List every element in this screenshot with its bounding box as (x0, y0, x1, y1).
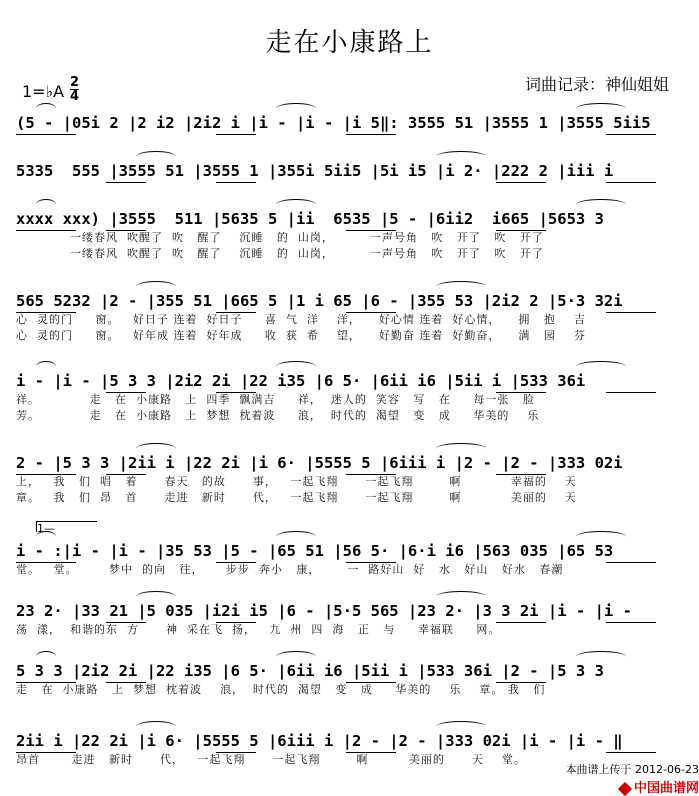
slur-mark (136, 721, 176, 732)
beam-underline (496, 392, 546, 393)
notation-line: (5 - |05i 2 |2 i2 |2i2 i |i - |i - |i 5‖: 3555 51 |3555 1 |3555 5ii5 (16, 112, 686, 134)
lyric-line: 一缕春风 吹醒了 吹 醒了 沉睡 的 山岗， 一声号角 吹 开了 吹 开了 (16, 231, 544, 244)
lyric-line: 上， 我 们 唱 着 春天 的故 事， 一起飞翔 一起飞翔 啊 幸福的 天 (16, 475, 577, 488)
slur-mark (36, 103, 56, 114)
slur-mark (36, 651, 56, 662)
time-signature (70, 76, 79, 103)
score-row (16, 600, 686, 638)
beam-underline (606, 562, 656, 563)
beam-underline (16, 562, 76, 563)
beam-underline (216, 134, 256, 135)
beam-underline (496, 230, 546, 231)
beam-underline (496, 682, 546, 683)
beam-underline (216, 312, 256, 313)
slur-mark (276, 361, 316, 372)
beam-underline (216, 182, 256, 183)
time-signature-top: 2 (70, 75, 80, 90)
first-ending-bracket (36, 521, 97, 535)
notation-line: 565 5232 |2 - |355 51 |665 5 |1 i 65 |6 - |355 53 |2i2 2 |5·3 32i (16, 290, 686, 312)
beam-underline (216, 622, 256, 623)
slur-mark (136, 151, 176, 162)
slur-mark (276, 103, 316, 114)
time-signature-bottom: 4 (70, 89, 80, 104)
beam-underline (16, 752, 76, 753)
beam-underline (346, 474, 396, 475)
notation-line: 23 2· |33 21 |5 035 |i2i i5 |6 - |5·5 565 |23 2· |3 3 2i |i - |i - (16, 600, 686, 622)
slur-mark (436, 591, 486, 602)
beam-underline (16, 474, 76, 475)
beam-underline (346, 682, 396, 683)
beam-underline (496, 474, 546, 475)
notation-line: 2ii i |22 2i |i 6· |5555 5 |6iii i |2 - |2 - |333 02i |i - |i - ‖ (16, 730, 686, 752)
slur-mark (436, 721, 486, 732)
beam-underline (606, 392, 656, 393)
beam-underline (606, 312, 656, 313)
upload-date: 本曲谱上传于 2012-06-23 (565, 763, 699, 776)
beam-underline (106, 182, 146, 183)
slur-mark (436, 443, 486, 454)
score-row (16, 660, 686, 698)
beam-underline (346, 752, 396, 753)
beam-underline (16, 682, 76, 683)
beam-underline (106, 622, 146, 623)
lyric-line: 堂。 堂。 梦中 的向 往， 步步 奔小 康， 一 路好山 好 水 好山 好水 春潮 (16, 563, 564, 576)
slur-mark (36, 361, 56, 372)
beam-underline (216, 392, 256, 393)
score-row (16, 290, 686, 344)
lyric-line: 章。 我 们 昂 首 走进 新时 代， 一起飞翔 一起飞翔 啊 美丽的 天 (16, 491, 577, 504)
slur-mark (276, 199, 316, 210)
slur-mark (136, 281, 176, 292)
slur-mark (276, 651, 316, 662)
beam-underline (16, 312, 76, 313)
beam-underline (16, 134, 76, 135)
beam-underline (606, 622, 656, 623)
lyric-line: 一缕春风 吹醒了 吹 醒了 沉睡 的 山岗， 一声号角 吹 开了 吹 开了 (16, 247, 544, 260)
notation-line: 5335 555 |3555 51 |3555 1 |355i 5ii5 |5i i5 |i 2· |222 2 |iii i (16, 160, 686, 182)
notation-line: xxxx xxx) |3555 511 |5635 5 |ii 6535 |5 - |6ii2 i665 |5653 3 (16, 208, 686, 230)
slur-mark (136, 443, 176, 454)
lyric-line: 昂首 走进 新时 代， 一起飞翔 一起飞翔 啊 美丽的 天 堂。 (16, 753, 526, 766)
beam-underline (216, 562, 256, 563)
slur-mark (36, 199, 56, 210)
beam-underline (106, 474, 146, 475)
beam-underline (346, 562, 396, 563)
song-title: 走在小康路上 (265, 28, 434, 58)
slur-mark (576, 531, 626, 542)
beam-underline (496, 622, 546, 623)
key-signature: 1=♭A (22, 82, 65, 101)
slur-mark (276, 531, 316, 542)
slur-mark (576, 199, 626, 210)
score-row (16, 370, 686, 424)
score-row (16, 208, 686, 262)
lyric-line: 走 在 小康路 上 梦想 枕着波 浪， 时代的 渴望 变 成 华美的 乐 章。 我 们 (16, 683, 546, 696)
beam-underline (606, 182, 656, 183)
slur-mark (136, 591, 176, 602)
credit-line: 词曲记录：神仙姐姐 (524, 75, 669, 94)
beam-underline (346, 230, 396, 231)
beam-underline (106, 392, 146, 393)
beam-underline (346, 312, 396, 313)
slur-mark (436, 151, 486, 162)
footer (566, 761, 699, 796)
beam-underline (606, 134, 656, 135)
lyric-line: 芳。 走 在 小康路 上 梦想 枕着波 浪， 时代的 渴望 变 成 华美的 乐 (16, 409, 540, 422)
beam-underline (16, 230, 76, 231)
score-row (16, 540, 686, 578)
slur-mark (436, 281, 486, 292)
notation-line: 2 - |5 3 3 |2ii i |22 2i |i 6· |5555 5 |6iii i |2 - |2 - |333 02i (16, 452, 686, 474)
beam-underline (106, 230, 146, 231)
beam-underline (346, 134, 396, 135)
slur-mark (576, 361, 626, 372)
slur-mark (576, 651, 626, 662)
logo-icon (618, 781, 632, 795)
score-row (16, 452, 686, 506)
slur-mark (576, 103, 626, 114)
volta-label: 1— (37, 522, 55, 535)
notation-line: 5 3 3 |2i2 2i |22 i35 |6 5· |6ii i6 |5ii i |533 36i |2 - |5 3 3 (16, 660, 686, 682)
logo-text: 中国曲谱网 (633, 781, 699, 796)
lyric-line: 心 灵的门 窗。 好日子 连着 好日子 喜 气 洋 洋， 好心情 连着 好心情， 拥 抱 吉 (16, 313, 586, 326)
beam-underline (106, 682, 146, 683)
site-logo (566, 777, 699, 796)
lyric-line: 荡 漾， 和谐的东 方 神 采在飞 扬， 九 州 四 海 正 与 幸福联 网。 (16, 623, 501, 636)
notation-line: i - :|i - |i - |35 53 |5 - |65 51 |56 5· |6·i i6 |563 035 |65 53 (16, 540, 686, 562)
notation-line: i - |i - |5 3 3 |2i2 2i |22 i35 |6 5· |6ii i6 |5ii i |533 36i (16, 370, 686, 392)
beam-underline (606, 752, 656, 753)
lyric-line: 心 灵的门 窗。 好年成 连着 好年成 收 获 希 望， 好勤奋 连着 好勤奋， 满 园 芬 (16, 329, 586, 342)
beam-underline (216, 752, 256, 753)
score-row (16, 112, 686, 134)
lyric-line: 祥。 走 在 小康路 上 四季 飘满吉 祥， 迷人的 笑容 写 在 每一张 脸 (16, 393, 535, 406)
beam-underline (496, 182, 546, 183)
score-row (16, 160, 686, 182)
